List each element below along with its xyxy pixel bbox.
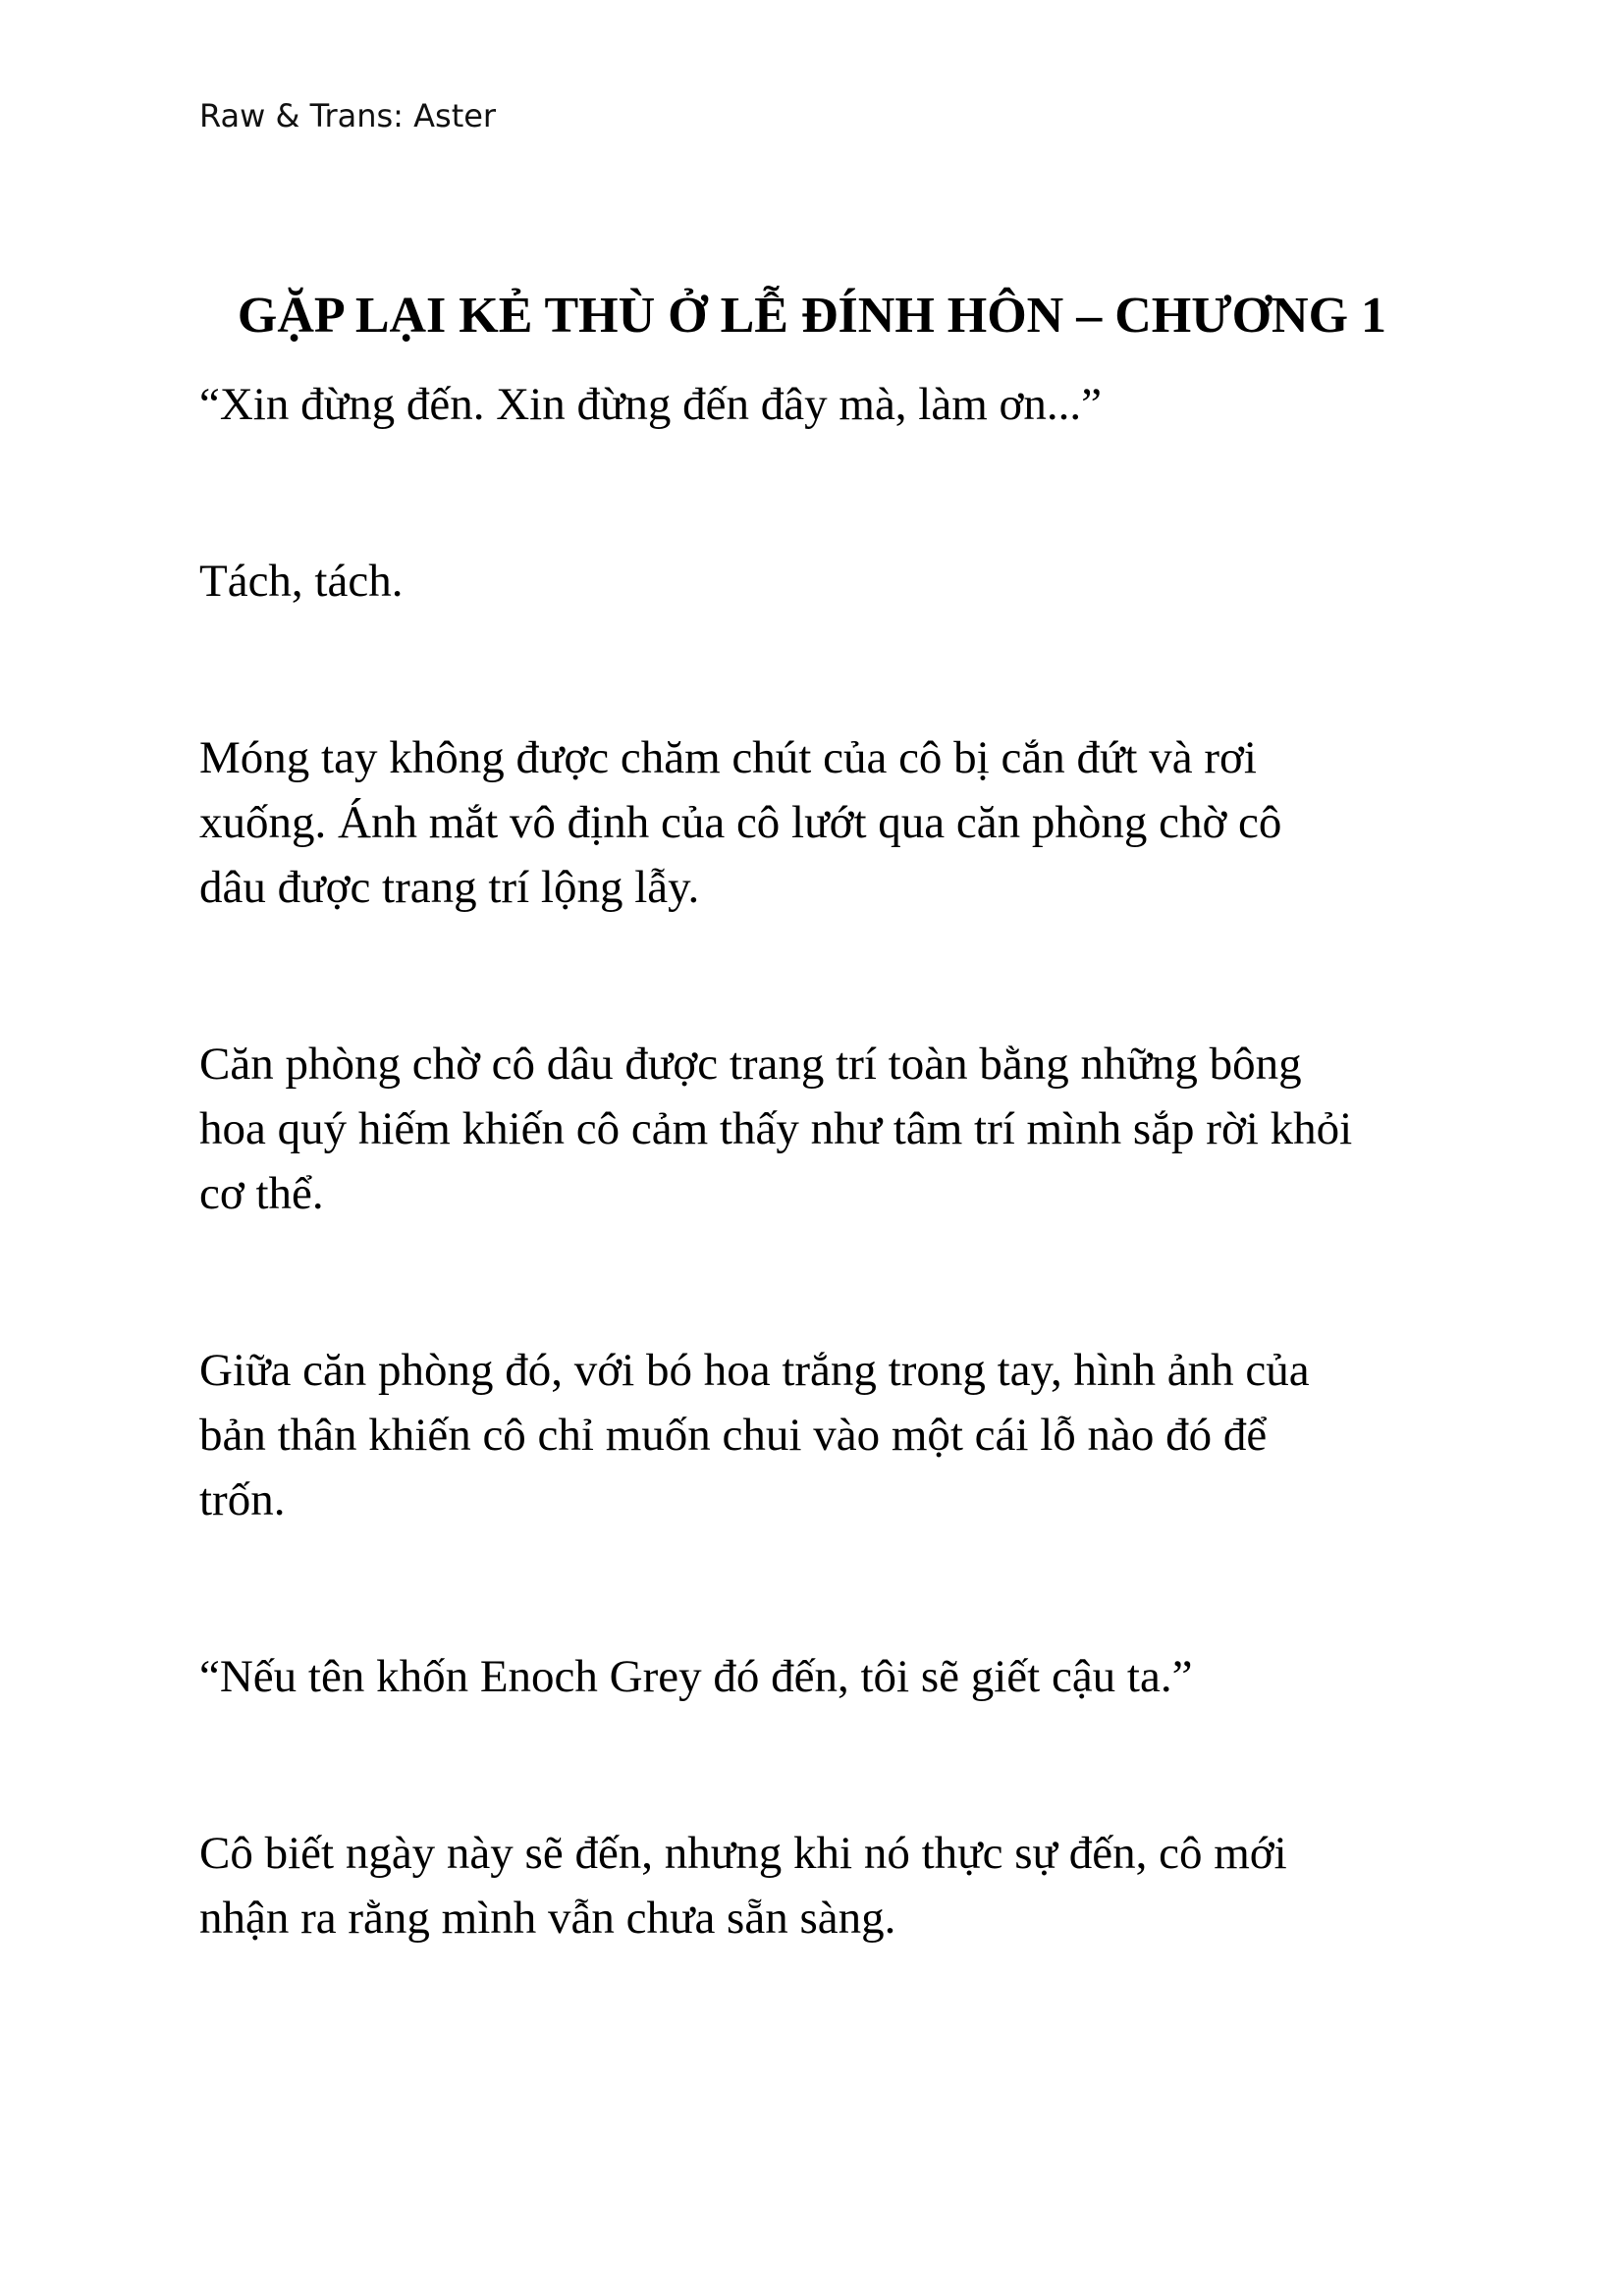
paragraph [199,1338,1476,1532]
paragraph [199,725,1476,920]
paragraph-line: Móng tay không được chăm chút của cô bị cắn đứt và rơi [199,732,1257,783]
paragraph-line: “Nếu tên khốn Enoch Grey đó đến, tôi sẽ giết cậu ta.” [199,1651,1193,1702]
paragraph-line: Giữa căn phòng đó, với bó hoa trắng trong tay, hình ảnh của [199,1345,1310,1396]
chapter-title: GẶP LẠI KẺ THÙ Ở LỄ ĐÍNH HÔN – CHƯƠNG 1 [237,288,1387,344]
paragraph [199,1821,1476,1950]
paragraph-line: “Xin đừng đến. Xin đừng đến đây mà, làm ơn...” [199,379,1103,430]
paragraph-line: xuống. Ánh mắt vô định của cô lướt qua căn phòng chờ cô [199,797,1282,848]
paragraph-line: bản thân khiến cô chỉ muốn chui vào một cái lỗ nào đó để [199,1410,1268,1461]
translator-credit: Raw & Trans: Aster [199,97,497,134]
paragraph [199,1644,1476,1709]
paragraph-line: hoa quý hiếm khiến cô cảm thấy như tâm trí mình sắp rời khỏi [199,1103,1353,1154]
paragraph [199,1032,1476,1226]
paragraph-line: cơ thể. [199,1168,324,1219]
paragraph [199,372,1476,437]
paragraph-line: Cô biết ngày này sẽ đến, nhưng khi nó thực sự đến, cô mới [199,1828,1287,1879]
paragraph-line: Tách, tách. [199,556,404,607]
paragraph-line: Căn phòng chờ cô dâu được trang trí toàn bằng những bông [199,1039,1302,1090]
paragraph [199,549,1476,614]
paragraph-line: trốn. [199,1474,286,1525]
chapter-body [199,372,1476,2062]
paragraph-line: dâu được trang trí lộng lẫy. [199,862,700,913]
paragraph-line: nhận ra rằng mình vẫn chưa sẵn sàng. [199,1893,896,1944]
